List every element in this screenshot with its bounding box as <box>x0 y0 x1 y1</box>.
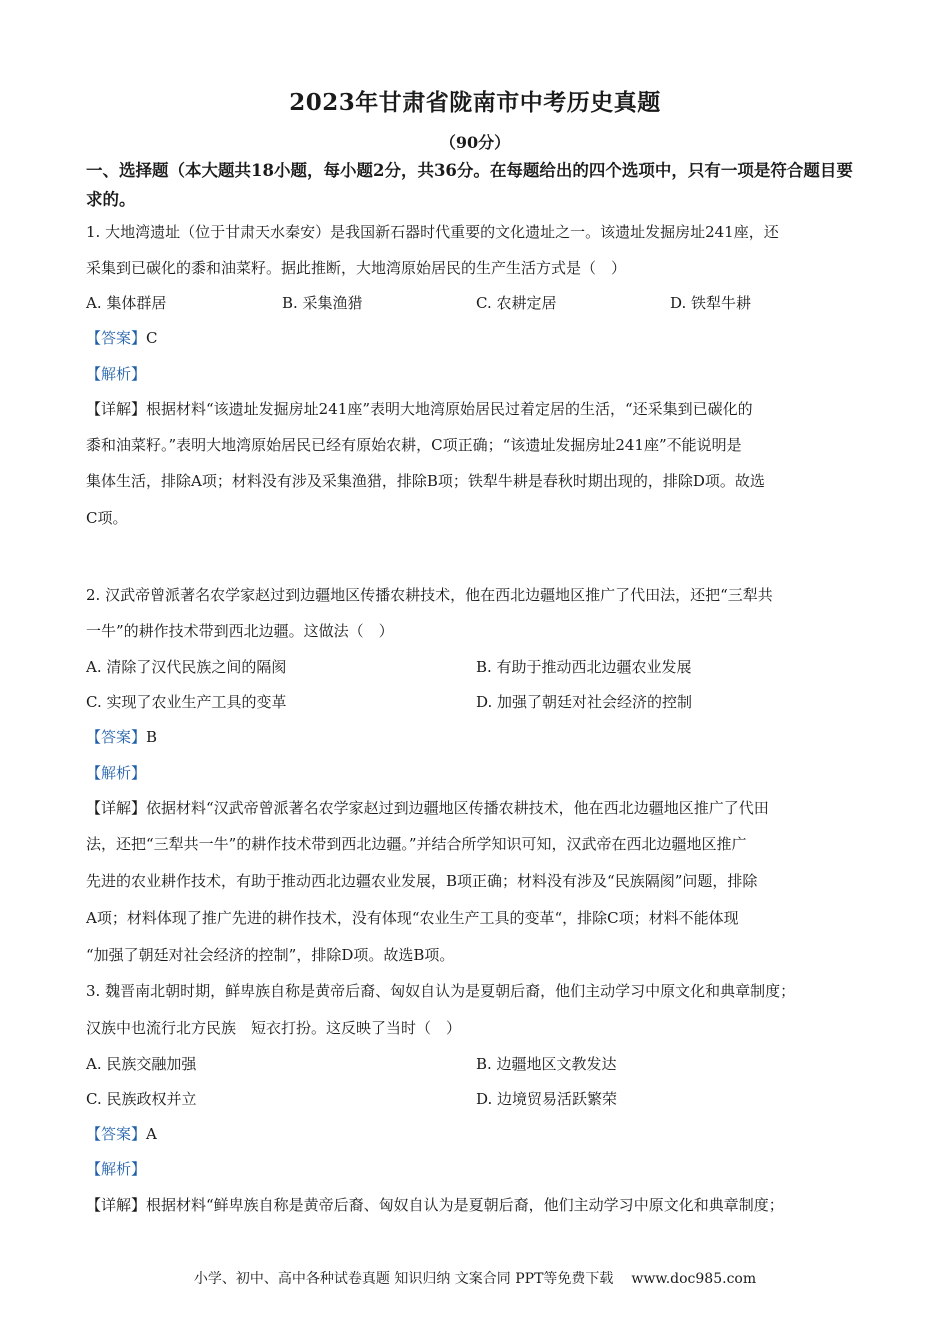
q2-stem-line-1: 2. 汉武帝曾派著名农学家赵过到边疆地区传播农耕技术，他在西北边疆地区推广了代田法，还把“三犁共 <box>86 586 773 604</box>
footer-link[interactable]: www.doc985.com <box>631 1271 757 1287</box>
q3-stem-line-1: 3. 魏晋南北朝时期，鲜卑族自称是黄帝后裔、匈奴自认为是夏朝后裔，他们主动学习中原文化和典章制度； <box>86 982 796 1000</box>
analysis-label: 【解析】 <box>86 1160 147 1178</box>
q1-analysis <box>86 363 146 384</box>
total-score: （90分） <box>439 133 511 152</box>
answer-value: A <box>146 1125 157 1143</box>
q2-detail-line-2: 法，还把“三犁共一牛”的耕作技术带到西北边疆。”并结合所学知识可知，汉武帝在西北边疆地区推广 <box>86 835 747 853</box>
analysis-label: 【解析】 <box>86 365 147 383</box>
q3-detail-line-1: 【详解】根据材料“鲜卑族自称是黄帝后裔、匈奴自认为是夏朝后裔，他们主动学习中原文化和典章制度； <box>86 1196 784 1214</box>
detail-label: 【详解】 <box>86 1196 147 1214</box>
answer-value: B <box>146 728 158 746</box>
q3-stem-line-2: 汉族中也流行北方民族 短衣打扮。这反映了当时（ ） <box>86 1019 462 1037</box>
q1-answer <box>86 327 158 348</box>
q1-option-c: C. 农耕定居 <box>476 294 557 312</box>
answer-label: 【答案】 <box>86 728 147 746</box>
q3-answer <box>86 1123 157 1144</box>
q2-analysis <box>86 762 146 783</box>
q2-option-a: A. 清除了汉代民族之间的隔阂 <box>86 658 287 676</box>
q3-analysis <box>86 1158 146 1179</box>
q2-detail-line-4: A项；材料体现了推广先进的耕作技术，没有体现“农业生产工具的变革“，排除C项；材料不能体现 <box>86 909 739 927</box>
q3-option-a: A. 民族交融加强 <box>86 1055 197 1073</box>
answer-label: 【答案】 <box>86 329 147 347</box>
section-heading: 一、选择题（本大题共18小题，每小题2分，共36分。在每题给出的四个选项中，只有一项是符合题目要求的。 <box>86 161 853 209</box>
q1-detail-line-4: C项。 <box>86 509 128 527</box>
q3-option-b: B. 边疆地区文教发达 <box>476 1055 617 1073</box>
q2-option-b: B. 有助于推动西北边疆农业发展 <box>476 658 692 676</box>
detail-label: 【详解】 <box>86 799 147 817</box>
answer-label: 【答案】 <box>86 1125 147 1143</box>
q1-detail-line-1: 【详解】根据材料“该遗址发掘房址241座”表明大地湾原始居民过着定居的生活，“还采集到已碳化的 <box>86 400 753 418</box>
q2-option-c: C. 实现了农业生产工具的变革 <box>86 693 287 711</box>
q1-detail-line-3: 集体生活，排除A项；材料没有涉及采集渔猎，排除B项；铁犁牛耕是春秋时期出现的，排除D项。故选 <box>86 472 765 490</box>
q1-option-b: B. 采集渔猎 <box>282 294 363 312</box>
q1-option-d: D. 铁犁牛耕 <box>670 294 752 312</box>
q1-option-a: A. 集体群居 <box>86 294 167 312</box>
q2-stem-line-2: 一牛”的耕作技术带到西北边疆。这做法（ ） <box>86 622 394 640</box>
q2-detail-line-1: 【详解】依据材料“汉武帝曾派著名农学家赵过到边疆地区传播农耕技术，他在西北边疆地区推广了代田 <box>86 799 769 817</box>
q2-option-d: D. 加强了朝廷对社会经济的控制 <box>476 693 693 711</box>
page-footer <box>0 1268 950 1288</box>
q3-option-c: C. 民族政权并立 <box>86 1090 197 1108</box>
analysis-label: 【解析】 <box>86 764 147 782</box>
footer-text: 小学、初中、高中各种试卷真题 知识归纳 文案合同 PPT等免费下载 <box>193 1271 614 1287</box>
q2-detail-line-3: 先进的农业耕作技术，有助于推动西北边疆农业发展，B项正确；材料没有涉及“民族隔阂”问题，排除 <box>86 872 758 890</box>
q1-detail-line-2: 黍和油菜籽。”表明大地湾原始居民已经有原始农耕，C项正确；“该遗址发掘房址241座”不能说明是 <box>86 436 742 454</box>
detail-label: 【详解】 <box>86 400 147 418</box>
q3-option-d: D. 边境贸易活跃繁荣 <box>476 1090 618 1108</box>
q1-stem-line-1: 1. 大地湾遗址（位于甘肃天水秦安）是我国新石器时代重要的文化遗址之一。该遗址发掘房址241座，还 <box>86 223 779 241</box>
q2-answer <box>86 726 157 747</box>
answer-value: C <box>146 329 158 347</box>
q2-detail-line-5: “加强了朝廷对社会经济的控制”，排除D项。故选B项。 <box>86 946 455 964</box>
q1-stem-line-2: 采集到已碳化的黍和油菜籽。据此推断，大地湾原始居民的生产生活方式是（ ） <box>86 259 627 277</box>
page-title: 2023年甘肃省陇南市中考历史真题 <box>289 89 661 116</box>
